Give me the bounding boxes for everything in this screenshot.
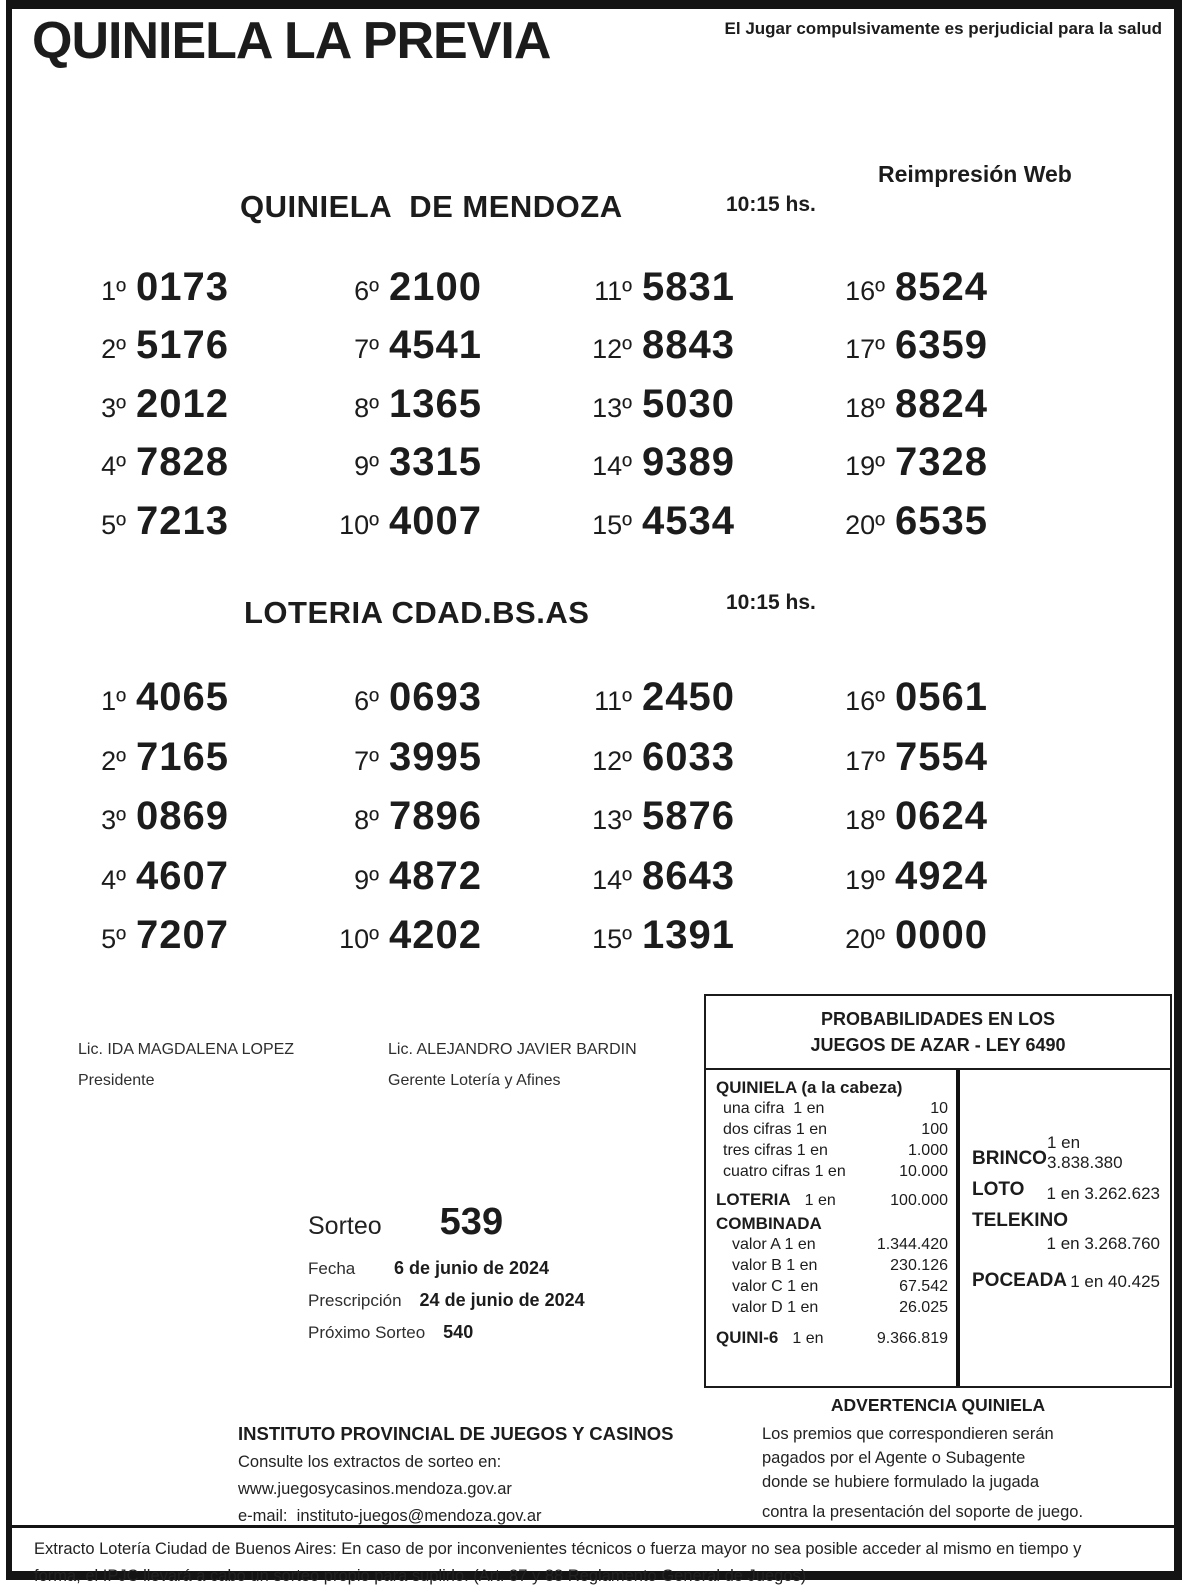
result-cell — [68, 323, 321, 381]
probabilities-box — [704, 994, 1172, 1388]
result-position: 17º — [845, 745, 885, 776]
result-cell — [574, 794, 827, 854]
result-cell — [574, 913, 827, 973]
instituto-line: Consulte los extractos de sorteo en: — [238, 1453, 502, 1471]
result-number: 4007 — [389, 498, 482, 543]
result-cell — [321, 499, 574, 557]
result-number: 4607 — [136, 853, 229, 898]
result-position: 4º — [101, 864, 126, 895]
result-cell — [827, 499, 1080, 557]
document-frame — [6, 0, 1182, 1585]
result-cell — [68, 440, 321, 498]
signature-role: Presidente — [78, 1072, 155, 1089]
loteria-label: LOTERIA — [716, 1190, 791, 1209]
quiniela-heading: QUINIELA (a la cabeza) — [716, 1078, 903, 1097]
sorteo-label: Sorteo — [308, 1212, 382, 1240]
result-cell — [321, 854, 574, 914]
probabilities-title-line2: JUEGOS DE AZAR - LEY 6490 — [810, 1035, 1066, 1055]
result-number: 0693 — [389, 675, 482, 719]
quini6-odds-row — [716, 1328, 948, 1348]
result-number: 5176 — [136, 323, 229, 368]
result-position: 10º — [339, 924, 379, 955]
result-position: 4º — [101, 451, 126, 482]
odds-label: valor B 1 en — [732, 1257, 818, 1274]
advertencia-text — [704, 1422, 1172, 1524]
result-cell — [321, 794, 574, 854]
fecha-value: 6 de junio de 2024 — [394, 1258, 550, 1278]
result-cell — [827, 265, 1080, 323]
signature-president — [78, 1041, 294, 1090]
result-position: 11º — [594, 276, 632, 306]
result-number: 4534 — [642, 498, 735, 543]
odds-label: tres cifras 1 en — [723, 1142, 828, 1159]
odds-row — [716, 1098, 948, 1119]
result-cell — [68, 854, 321, 914]
odds-row — [716, 1276, 948, 1297]
result-cell — [827, 440, 1080, 498]
odds-label: cuatro cifras 1 en — [723, 1163, 846, 1180]
advertencia-line: contra la presentación del soporte de juego. — [762, 1503, 1084, 1521]
result-position: 2º — [101, 334, 126, 365]
result-number: 1365 — [389, 381, 482, 426]
result-position: 7º — [354, 334, 379, 365]
result-number: 9389 — [642, 440, 735, 485]
odds-row — [716, 1255, 948, 1276]
brinco-label: BRINCO — [972, 1148, 1047, 1169]
poceada-value: 1 en 40.425 — [1070, 1272, 1160, 1291]
result-position: 12º — [592, 745, 632, 776]
result-position: 15º — [592, 509, 632, 540]
result-number: 8524 — [895, 265, 988, 309]
odds-value: 100 — [921, 1121, 948, 1138]
proximo-sorteo-value: 540 — [443, 1322, 474, 1342]
draw-date-row — [308, 1258, 585, 1279]
result-number: 8824 — [895, 381, 988, 426]
result-position: 14º — [592, 864, 632, 895]
result-number: 2100 — [389, 265, 482, 309]
probabilities-body — [706, 1070, 1170, 1386]
probabilities-title — [706, 996, 1170, 1070]
advertencia-block — [704, 1395, 1172, 1524]
bsas-draw-time: 10:15 hs. — [726, 591, 816, 614]
result-number: 7828 — [136, 440, 229, 485]
result-cell — [321, 913, 574, 973]
result-cell — [574, 735, 827, 795]
advertencia-line: Los premios que correspondieren serán — [762, 1425, 1054, 1443]
result-position: 5º — [101, 509, 126, 540]
result-cell — [827, 323, 1080, 381]
result-position: 8º — [354, 392, 379, 423]
signature-manager — [388, 1041, 637, 1090]
result-number: 1391 — [642, 913, 735, 958]
result-position: 6º — [354, 276, 379, 306]
result-cell — [574, 499, 827, 557]
result-cell — [574, 265, 827, 323]
odds-row — [716, 1297, 948, 1318]
result-position: 12º — [592, 334, 632, 365]
loto-odds — [972, 1179, 1160, 1201]
result-position: 10º — [339, 509, 379, 540]
signature-name: Lic. ALEJANDRO JAVIER BARDIN — [388, 1041, 637, 1058]
result-position: 13º — [592, 392, 632, 423]
result-position: 8º — [354, 805, 379, 836]
result-position: 16º — [845, 276, 885, 306]
result-cell — [68, 913, 321, 973]
result-cell — [321, 382, 574, 440]
result-position: 19º — [845, 451, 885, 482]
probabilities-right-column — [960, 1070, 1170, 1386]
draw-number-row — [308, 1201, 585, 1244]
result-number: 0869 — [136, 794, 229, 839]
telekino-label: TELEKINO — [972, 1210, 1069, 1231]
odds-value: 10 — [930, 1100, 948, 1117]
footer-line: forma, el IPJC llevará a cabo un sorteo propio para suplirlo. (Art. 87 y 88 Reglamento General de Juegos) — [34, 1567, 807, 1585]
result-position: 7º — [354, 745, 379, 776]
result-number: 3315 — [389, 440, 482, 485]
footer-note — [12, 1525, 1174, 1590]
reprint-web-label: Reimpresión Web — [878, 161, 1072, 187]
poceada-label: POCEADA — [972, 1270, 1068, 1291]
instituto-block — [238, 1423, 674, 1526]
footer-line: Extracto Lotería Ciudad de Buenos Aires: En caso de por inconvenientes técnicos o fuerza mayor no sea posible acceder al mismo en tiempo y — [34, 1540, 1082, 1558]
odds-row — [716, 1140, 948, 1161]
result-number: 0624 — [895, 794, 988, 839]
result-number: 2450 — [642, 675, 735, 719]
result-position: 9º — [354, 864, 379, 895]
result-position: 3º — [101, 805, 126, 836]
result-cell — [68, 735, 321, 795]
result-number: 7165 — [136, 734, 229, 779]
result-number: 4065 — [136, 675, 229, 719]
signature-name: Lic. IDA MAGDALENA LOPEZ — [78, 1041, 295, 1058]
prescripcion-value: 24 de junio de 2024 — [419, 1290, 585, 1310]
odds-row — [716, 1234, 948, 1255]
result-cell — [68, 265, 321, 323]
result-number: 4202 — [389, 913, 482, 958]
mendoza-results-grid — [68, 265, 1080, 557]
quini6-mid: 1 en — [792, 1330, 824, 1347]
bsas-results-grid — [68, 675, 1080, 973]
odds-value: 67.542 — [899, 1278, 948, 1295]
loto-label: LOTO — [972, 1179, 1025, 1200]
result-number: 3995 — [389, 734, 482, 779]
result-cell — [68, 499, 321, 557]
page-title: QUINIELA LA PREVIA — [32, 12, 551, 70]
odds-value: 1.000 — [907, 1142, 948, 1159]
sorteo-number: 539 — [439, 1201, 504, 1243]
odds-label: valor C 1 en — [732, 1278, 819, 1295]
result-cell — [68, 675, 321, 735]
result-number: 4924 — [895, 853, 988, 898]
result-number: 0173 — [136, 265, 229, 309]
result-number: 4872 — [389, 853, 482, 898]
result-position: 1º — [101, 686, 126, 716]
result-cell — [68, 382, 321, 440]
result-cell — [321, 323, 574, 381]
prescription-row — [308, 1290, 585, 1311]
result-number: 8843 — [642, 323, 735, 368]
quini6-value: 9.366.819 — [876, 1330, 948, 1347]
odds-label: valor A 1 en — [732, 1236, 816, 1253]
result-position: 17º — [845, 334, 885, 365]
result-number: 0000 — [895, 913, 988, 958]
result-number: 6033 — [642, 734, 735, 779]
odds-label: valor D 1 en — [732, 1299, 819, 1316]
result-cell — [827, 794, 1080, 854]
result-position: 13º — [592, 805, 632, 836]
odds-row — [716, 1161, 948, 1182]
result-position: 2º — [101, 745, 126, 776]
loteria-mid: 1 en — [804, 1192, 836, 1209]
quiniela-odds-rows — [716, 1098, 948, 1182]
bsas-section-title: LOTERIA CDAD.BS.AS — [244, 595, 590, 630]
odds-row — [716, 1119, 948, 1140]
result-cell — [321, 265, 574, 323]
result-cell — [321, 440, 574, 498]
result-cell — [827, 675, 1080, 735]
result-position: 6º — [354, 686, 379, 716]
result-number: 5831 — [642, 265, 735, 309]
poceada-odds — [972, 1270, 1160, 1292]
result-number: 7213 — [136, 498, 229, 543]
result-number: 2012 — [136, 381, 229, 426]
combinada-odds-rows — [716, 1234, 948, 1318]
result-position: 20º — [845, 509, 885, 540]
result-cell — [574, 323, 827, 381]
next-draw-row — [308, 1322, 585, 1343]
advertencia-line: pagados por el Agente o Subagente — [762, 1449, 1026, 1467]
result-position: 19º — [845, 864, 885, 895]
result-number: 7207 — [136, 913, 229, 958]
loteria-value: 100.000 — [890, 1192, 948, 1209]
mendoza-section-title: QUINIELA DE MENDOZA — [240, 189, 623, 224]
result-cell — [574, 382, 827, 440]
advertencia-line: donde se hubiere formulado la jugada — [762, 1473, 1040, 1491]
odds-value: 230.126 — [890, 1257, 948, 1274]
loteria-odds-row — [716, 1190, 948, 1210]
result-cell — [827, 913, 1080, 973]
result-number: 6535 — [895, 498, 988, 543]
result-number: 7554 — [895, 734, 988, 779]
gambling-warning-text: El Jugar compulsivamente es perjudicial para la salud — [724, 19, 1162, 38]
probabilities-title-line1: PROBABILIDADES EN LOS — [820, 1008, 1056, 1029]
odds-label: dos cifras 1 en — [723, 1121, 828, 1138]
result-cell — [827, 382, 1080, 440]
advertencia-title: ADVERTENCIA QUINIELA — [830, 1395, 1046, 1415]
mendoza-draw-time: 10:15 hs. — [726, 193, 816, 216]
fecha-label: Fecha — [308, 1259, 356, 1278]
result-cell — [321, 735, 574, 795]
result-cell — [827, 735, 1080, 795]
result-position: 5º — [101, 924, 126, 955]
telekino-odds — [972, 1210, 1160, 1254]
result-number: 6359 — [895, 323, 988, 368]
result-position: 3º — [101, 392, 126, 423]
result-number: 5030 — [642, 381, 735, 426]
telekino-value: 1 en 3.268.760 — [1046, 1234, 1160, 1253]
instituto-website: www.juegosycasinos.mendoza.gov.ar — [238, 1480, 512, 1498]
loto-value: 1 en 3.262.623 — [1046, 1184, 1160, 1203]
result-number: 7896 — [389, 794, 482, 839]
result-position: 1º — [101, 276, 126, 306]
result-position: 16º — [845, 686, 885, 716]
signature-role: Gerente Lotería y Afines — [388, 1072, 561, 1089]
result-number: 0561 — [895, 675, 988, 719]
result-cell — [827, 854, 1080, 914]
instituto-email: e-mail: instituto-juegos@mendoza.gov.ar — [238, 1507, 542, 1525]
brinco-value: 1 en 3.838.380 — [1046, 1133, 1123, 1172]
result-number: 4541 — [389, 323, 482, 368]
odds-label: una cifra 1 en — [723, 1100, 825, 1117]
odds-value: 26.025 — [899, 1299, 948, 1316]
result-position: 18º — [845, 392, 885, 423]
brinco-odds — [972, 1130, 1160, 1170]
result-number: 5876 — [642, 794, 735, 839]
result-position: 9º — [354, 451, 379, 482]
result-position: 11º — [594, 686, 632, 716]
result-cell — [321, 675, 574, 735]
result-number: 8643 — [642, 853, 735, 898]
draw-info-block — [308, 1201, 585, 1343]
odds-value: 10.000 — [899, 1163, 948, 1180]
probabilities-left-column — [706, 1070, 960, 1386]
result-position: 15º — [592, 924, 632, 955]
result-cell — [574, 675, 827, 735]
instituto-title: INSTITUTO PROVINCIAL DE JUEGOS Y CASINOS — [238, 1423, 674, 1444]
result-cell — [574, 854, 827, 914]
prescripcion-label: Prescripción — [308, 1291, 402, 1310]
result-cell — [68, 794, 321, 854]
result-cell — [574, 440, 827, 498]
odds-value: 1.344.420 — [876, 1236, 948, 1253]
result-position: 18º — [845, 805, 885, 836]
proximo-sorteo-label: Próximo Sorteo — [308, 1323, 426, 1342]
combinada-heading: COMBINADA — [716, 1214, 822, 1233]
result-position: 20º — [845, 924, 885, 955]
result-position: 14º — [592, 451, 632, 482]
quini6-label: QUINI-6 — [716, 1328, 779, 1347]
result-number: 7328 — [895, 440, 988, 485]
